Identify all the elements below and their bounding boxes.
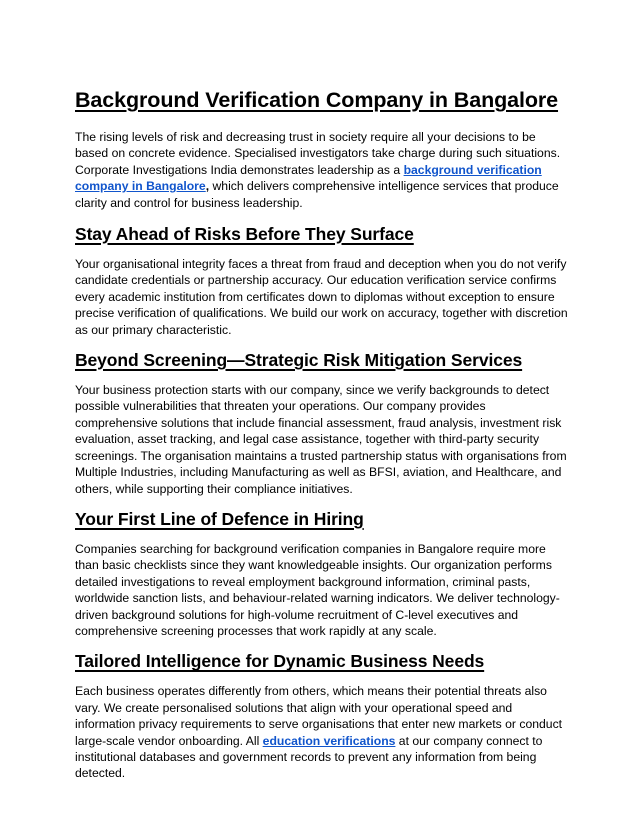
background-verification-link[interactable]: background verification company in Bangalore	[75, 162, 542, 194]
page-title: Background Verification Company in Bangalore	[75, 88, 559, 112]
section-heading-tailored-intelligence: Tailored Intelligence for Dynamic Business Needs	[75, 651, 485, 672]
intro-link-suffix: ,	[205, 179, 210, 194]
intro-paragraph	[75, 129, 570, 211]
intro-text-after: which delivers comprehensive intelligence services that produce clarity and control for business leadership.	[75, 179, 559, 210]
section-body-tailored-intelligence	[75, 683, 570, 781]
intro-text-before: The rising levels of risk and decreasing trust in society require all your decisions to be based on concrete evidence. Specialised investigators take charge during such situations. Corporate Investigations India demonstrates leadership as a	[75, 130, 561, 177]
tailored-text-before: Each business operates differently from others, which means their potential threats also vary. We create personalised solutions that align with your operational speed and information privacy requirements to serve organisations that enter new markets or conduct large-scale vendor onboarding. All	[75, 684, 563, 748]
education-verifications-link[interactable]: education verifications	[262, 733, 396, 748]
section-heading-stay-ahead: Stay Ahead of Risks Before They Surface	[75, 224, 414, 245]
section-body-beyond-screening: Your business protection starts with our company, since we verify backgrounds to detect possible vulnerabilities that threaten your operations. Our company provides comprehensive solutions that include financial assessment, fraud analysis, investment risk evaluation, asset tracking, and legal case assistance, together with third-party security screenings. The organisation maintains a trusted partnership status with organisations from Multiple Industries, including Manufacturing as well as BFSI, aviation, and Healthcare, and others, while supporting their compliance initiatives.	[75, 383, 567, 496]
tailored-text-after: at our company connect to institutional databases and government records to prevent any information from being detected.	[75, 733, 543, 781]
section-heading-beyond-screening: Beyond Screening—Strategic Risk Mitigation Services	[75, 350, 523, 371]
section-body-stay-ahead: Your organisational integrity faces a threat from fraud and deception when you do not verify candidate credentials or partnership accuracy. Our education verification service confirms every academic institution from certificates down to diplomas without exception to ensure precise verification of qualifications. We build our work on accuracy, together with discretion as our primary characteristic.	[75, 257, 568, 337]
section-heading-first-line: Your First Line of Defence in Hiring	[75, 508, 364, 529]
section-body-first-line: Companies searching for background verification companies in Bangalore require more than basic checklists since they want knowledgeable insights. Our organization performs detailed investigations to reveal employment background information, criminal pasts, worldwide sanction lists, and behaviour-related warning indicators. We deliver technology-driven background solutions for high-volume recruitment of C-level executives and comprehensive screening processes that work rapidly at any scale.	[75, 541, 560, 638]
